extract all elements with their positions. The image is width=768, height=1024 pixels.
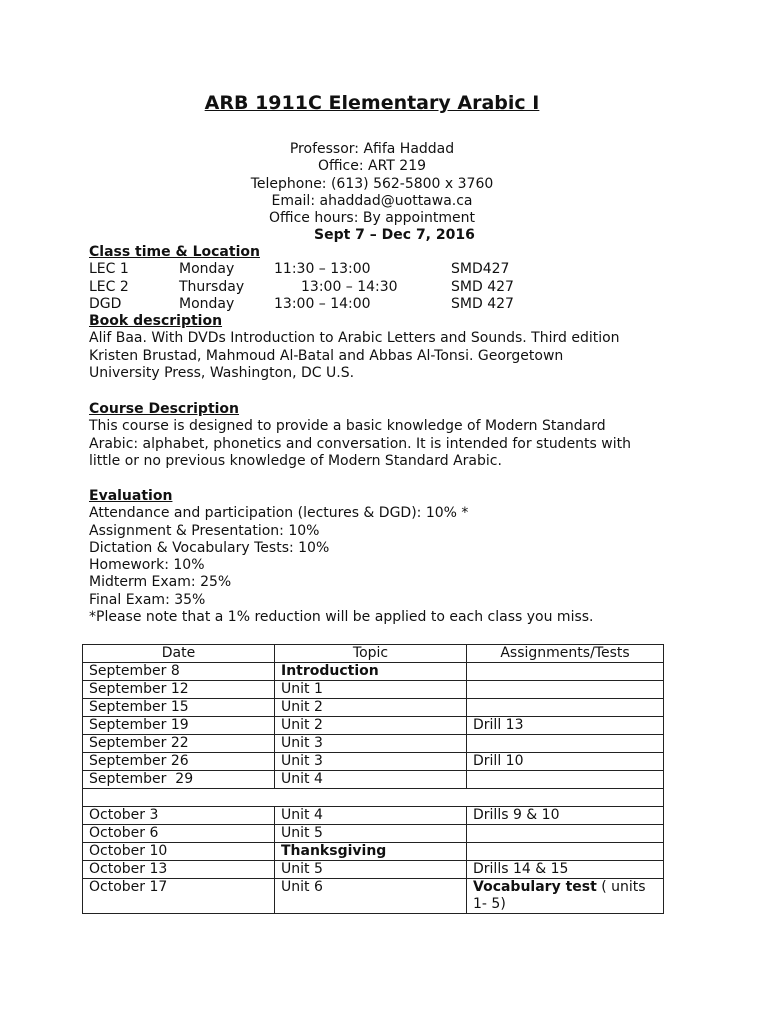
cell-date: September 22 xyxy=(83,735,275,753)
cell-assignment: Drills 9 & 10 xyxy=(467,807,664,825)
cell-assignment: Drill 10 xyxy=(467,753,664,771)
course-section xyxy=(89,401,679,470)
cell-topic: Unit 3 xyxy=(275,735,467,753)
cell-topic: Unit 2 xyxy=(275,717,467,735)
class-row xyxy=(89,279,679,296)
table-row xyxy=(83,753,664,771)
office-hours-line: Office hours: By appointment xyxy=(269,210,475,227)
cell-date: September 26 xyxy=(83,753,275,771)
evaluation-line: Attendance and participation (lectures & DGD): 10% * xyxy=(89,505,469,522)
cell-assignment xyxy=(467,681,664,699)
column-header-topic: Topic xyxy=(275,645,467,663)
cell-assignment xyxy=(467,879,664,914)
vocabulary-test-units: ( units 1- 5) xyxy=(473,879,646,912)
class-room: SMD427 xyxy=(451,261,510,278)
cell-assignment xyxy=(467,663,664,681)
class-time: 11:30 – 13:00 xyxy=(274,261,371,278)
table-row xyxy=(83,699,664,717)
table-row xyxy=(83,807,664,825)
telephone-line: Telephone: (613) 562-5800 x 3760 xyxy=(250,175,494,192)
table-row xyxy=(83,879,664,914)
table-row xyxy=(83,825,664,843)
schedule-table xyxy=(82,644,664,914)
class-row xyxy=(89,261,679,278)
table-row xyxy=(83,681,664,699)
table-row xyxy=(83,735,664,753)
evaluation-section xyxy=(89,488,679,626)
cell-date: September 19 xyxy=(83,717,275,735)
cell-topic: Unit 1 xyxy=(275,681,467,699)
class-row xyxy=(89,296,679,313)
evaluation-line: Assignment & Presentation: 10% xyxy=(89,522,320,539)
class-time: 13:00 – 14:30 xyxy=(301,278,398,295)
evaluation-line: Midterm Exam: 25% xyxy=(89,574,232,591)
evaluation-line: Dictation & Vocabulary Tests: 10% xyxy=(89,539,330,556)
cell-assignment: Drill 13 xyxy=(467,717,664,735)
email-line: Email: ahaddad@uottawa.ca xyxy=(271,192,473,209)
book-line: University Press, Washington, DC U.S. xyxy=(89,365,355,382)
class-time-heading: Class time & Location xyxy=(89,244,260,260)
course-heading: Course Description xyxy=(89,401,240,417)
course-line: Arabic: alphabet, phonetics and conversation. It is intended for students with xyxy=(89,435,631,452)
table-row xyxy=(83,663,664,681)
cell-date: September 8 xyxy=(83,663,275,681)
cell-date: October 10 xyxy=(83,843,275,861)
evaluation-line: Homework: 10% xyxy=(89,557,205,574)
cell-date: October 6 xyxy=(83,825,275,843)
table-row xyxy=(83,771,664,789)
cell-assignment xyxy=(467,771,664,789)
class-time: 13:00 – 14:00 xyxy=(274,295,371,312)
table-row xyxy=(83,717,664,735)
table-header-row xyxy=(83,645,664,663)
class-day: Monday xyxy=(179,261,235,278)
evaluation-heading: Evaluation xyxy=(89,488,173,504)
book-heading: Book description xyxy=(89,313,223,330)
term-dates: Sept 7 – Dec 7, 2016 xyxy=(314,227,475,243)
table-row-blank xyxy=(83,789,664,807)
book-line: Alif Baa. With DVDs Introduction to Arabic Letters and Sounds. Third edition xyxy=(89,330,620,347)
class-type: DGD xyxy=(89,295,122,312)
cell-topic: Introduction xyxy=(275,663,467,681)
column-header-assignments: Assignments/Tests xyxy=(467,645,664,663)
class-type: LEC 2 xyxy=(89,278,129,295)
class-room: SMD 427 xyxy=(451,295,514,312)
cell-topic: Thanksgiving xyxy=(275,843,467,861)
evaluation-line: Final Exam: 35% xyxy=(89,591,206,608)
table-row xyxy=(83,843,664,861)
vocabulary-test-label: Vocabulary test xyxy=(473,879,597,895)
class-day: Monday xyxy=(179,295,235,312)
course-line: This course is designed to provide a basic knowledge of Modern Standard xyxy=(89,418,606,435)
professor-line: Professor: Afifa Haddad xyxy=(289,141,455,157)
class-day: Thursday xyxy=(179,278,245,295)
cell-date: October 3 xyxy=(83,807,275,825)
book-line: Kristen Brustad, Mahmoud Al-Batal and Abbas Al-Tonsi. Georgetown xyxy=(89,347,564,364)
evaluation-note: *Please note that a 1% reduction will be applied to each class you miss. xyxy=(89,609,594,626)
cell-topic: Unit 4 xyxy=(275,807,467,825)
cell-assignment xyxy=(467,843,664,861)
class-type: LEC 1 xyxy=(89,261,129,278)
cell-topic: Unit 2 xyxy=(275,699,467,717)
course-line: little or no previous knowledge of Modern Standard Arabic. xyxy=(89,452,502,469)
cell-date: September 29 xyxy=(83,771,275,789)
cell-topic: Unit 5 xyxy=(275,825,467,843)
office-line: Office: ART 219 xyxy=(317,158,427,175)
contact-block xyxy=(89,141,655,227)
cell-assignment: Drills 14 & 15 xyxy=(467,861,664,879)
cell-assignment xyxy=(467,825,664,843)
cell-date: September 15 xyxy=(83,699,275,717)
blank-cell xyxy=(83,789,664,807)
cell-topic: Unit 6 xyxy=(275,879,467,914)
column-header-date: Date xyxy=(83,645,275,663)
cell-date: October 13 xyxy=(83,861,275,879)
cell-date: October 17 xyxy=(83,879,275,914)
cell-topic: Unit 4 xyxy=(275,771,467,789)
table-row xyxy=(83,861,664,879)
cell-assignment xyxy=(467,735,664,753)
page-title: ARB 1911C Elementary Arabic I xyxy=(204,92,540,114)
cell-topic: Unit 5 xyxy=(275,861,467,879)
class-time-section xyxy=(89,244,679,382)
cell-topic: Unit 3 xyxy=(275,753,467,771)
cell-assignment xyxy=(467,699,664,717)
class-room: SMD 427 xyxy=(451,278,514,295)
cell-date: September 12 xyxy=(83,681,275,699)
